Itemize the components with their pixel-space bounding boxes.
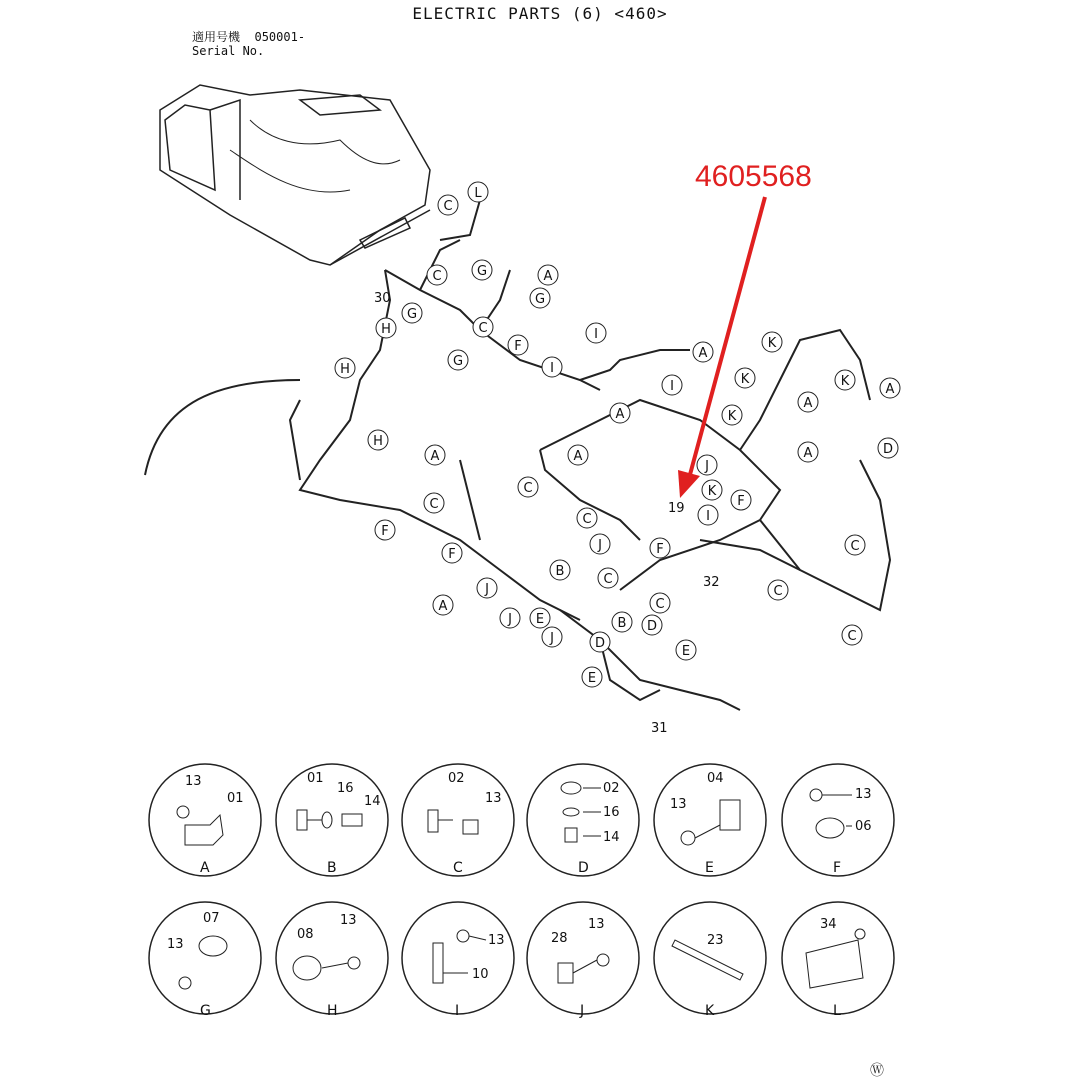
clip-circle	[472, 260, 492, 280]
svg-text:A: A	[803, 446, 813, 461]
svg-text:13: 13	[855, 787, 872, 802]
svg-text:E: E	[587, 671, 597, 686]
svg-text:K: K	[727, 409, 737, 424]
clip-circle	[500, 608, 520, 628]
svg-text:G: G	[200, 1003, 211, 1019]
serial-label-jp: 適用号機	[192, 30, 241, 44]
svg-text:13: 13	[670, 797, 687, 812]
svg-text:I: I	[706, 509, 710, 524]
detail-K	[654, 902, 766, 1019]
svg-text:23: 23	[707, 933, 724, 948]
svg-text:D: D	[646, 619, 658, 634]
svg-text:F: F	[381, 524, 389, 539]
svg-text:34: 34	[820, 917, 837, 932]
detail-J	[527, 902, 639, 1019]
svg-text:C: C	[429, 497, 439, 512]
svg-text:F: F	[656, 542, 664, 557]
svg-text:D: D	[882, 442, 894, 457]
clip-circle	[697, 455, 717, 475]
svg-text:14: 14	[364, 794, 381, 809]
svg-text:J: J	[508, 612, 512, 627]
svg-text:J: J	[485, 582, 489, 597]
clip-circle	[768, 580, 788, 600]
svg-text:C: C	[847, 629, 857, 644]
clip-circle	[376, 318, 396, 338]
detail-D	[527, 764, 639, 876]
clip-circle	[722, 405, 742, 425]
svg-text:D: D	[578, 860, 589, 876]
svg-text:F: F	[448, 547, 456, 562]
svg-text:C: C	[443, 199, 453, 214]
footer-mark: Ⓦ	[870, 1063, 884, 1079]
clip-circle	[518, 477, 538, 497]
svg-text:14: 14	[603, 830, 620, 845]
svg-text:H: H	[340, 362, 350, 377]
svg-text:13: 13	[588, 917, 605, 932]
clip-circle	[425, 445, 445, 465]
detail-letter: A	[200, 860, 210, 876]
clip-circle	[568, 445, 588, 465]
svg-text:G: G	[452, 354, 464, 369]
clip-circle	[577, 508, 597, 528]
clip-circle	[610, 403, 630, 423]
clip-circle	[735, 368, 755, 388]
svg-text:13: 13	[185, 774, 202, 789]
svg-text:C: C	[850, 539, 860, 554]
svg-text:16: 16	[337, 781, 354, 796]
svg-text:28: 28	[551, 931, 568, 946]
svg-text:I: I	[594, 327, 598, 342]
clip-circle	[693, 342, 713, 362]
svg-text:16: 16	[603, 805, 620, 820]
clip-circle	[530, 288, 550, 308]
svg-text:G: G	[406, 307, 418, 322]
excavator-outline	[160, 85, 430, 265]
detail-L	[782, 902, 894, 1019]
detail-B	[276, 764, 388, 876]
clip-circle	[582, 667, 602, 687]
svg-text:02: 02	[603, 781, 620, 796]
svg-text:B: B	[555, 564, 565, 579]
clip-circle	[508, 335, 528, 355]
svg-text:K: K	[767, 336, 777, 351]
clip-circle	[424, 493, 444, 513]
svg-text:J: J	[598, 538, 602, 553]
svg-text:E: E	[705, 860, 714, 876]
svg-text:I: I	[670, 379, 674, 394]
clip-circle	[676, 640, 696, 660]
svg-text:A: A	[438, 599, 448, 614]
svg-text:G: G	[534, 292, 546, 307]
svg-text:F: F	[737, 494, 745, 509]
clip-circle	[335, 358, 355, 378]
svg-text:C: C	[453, 860, 463, 876]
clip-circle	[702, 480, 722, 500]
item-19: 19	[668, 501, 685, 516]
svg-text:J: J	[705, 459, 709, 474]
svg-text:K: K	[705, 1003, 715, 1019]
svg-text:C: C	[478, 321, 488, 336]
clip-circle	[698, 505, 718, 525]
clip-circle	[845, 535, 865, 555]
clip-circle	[650, 593, 670, 613]
clip-circle	[542, 357, 562, 377]
svg-text:H: H	[381, 322, 391, 337]
clip-circle	[880, 378, 900, 398]
svg-text:A: A	[430, 449, 440, 464]
svg-text:D: D	[594, 636, 606, 651]
page-title: ELECTRIC PARTS (6) <460>	[412, 4, 668, 23]
svg-text:02: 02	[448, 771, 465, 786]
serial-value: 050001-	[254, 30, 306, 44]
svg-text:04: 04	[707, 771, 724, 786]
clip-circle	[477, 578, 497, 598]
clip-circle	[448, 350, 468, 370]
svg-text:E: E	[535, 612, 545, 627]
svg-text:A: A	[803, 396, 813, 411]
detail-I	[402, 902, 514, 1019]
part-number-callout: 4605568	[695, 160, 812, 193]
clip-circle	[762, 332, 782, 352]
item-32: 32	[703, 575, 720, 590]
callout-arrow	[678, 197, 765, 498]
clip-circle	[798, 392, 818, 412]
svg-text:J: J	[550, 631, 554, 646]
svg-text:C: C	[523, 481, 533, 496]
clip-circle	[433, 595, 453, 615]
serial-label-en: Serial No.	[192, 44, 265, 58]
svg-text:F: F	[514, 339, 522, 354]
detail-C	[402, 764, 514, 876]
clip-circle	[835, 370, 855, 390]
svg-text:B: B	[617, 616, 627, 631]
detail-H	[276, 902, 388, 1019]
clip-circle	[842, 625, 862, 645]
clip-circle	[590, 534, 610, 554]
detail-E	[654, 764, 766, 876]
svg-text:I: I	[550, 361, 554, 376]
clip-circle	[878, 438, 898, 458]
svg-text:A: A	[615, 407, 625, 422]
svg-text:C: C	[603, 572, 613, 587]
svg-text:A: A	[573, 449, 583, 464]
wire-harness	[145, 190, 890, 710]
svg-text:13: 13	[340, 913, 357, 928]
svg-text:06: 06	[855, 819, 872, 834]
clip-circle	[402, 303, 422, 323]
clip-circle	[798, 442, 818, 462]
clip-circle	[612, 612, 632, 632]
clip-circle	[662, 375, 682, 395]
clip-circle	[442, 543, 462, 563]
clip-circle	[473, 317, 493, 337]
clip-circle	[550, 560, 570, 580]
clip-circle	[590, 632, 610, 652]
svg-text:H: H	[373, 434, 383, 449]
clip-circle	[598, 568, 618, 588]
svg-text:F: F	[833, 860, 842, 876]
detail-A	[149, 764, 261, 876]
clip-circle	[650, 538, 670, 558]
svg-text:10: 10	[472, 967, 489, 982]
clip-circle	[375, 520, 395, 540]
svg-text:C: C	[773, 584, 783, 599]
svg-text:L: L	[833, 1003, 841, 1019]
clip-circle	[427, 265, 447, 285]
clip-circle	[586, 323, 606, 343]
clip-circle	[368, 430, 388, 450]
svg-text:L: L	[474, 186, 482, 201]
svg-text:13: 13	[167, 937, 184, 952]
clip-circle	[731, 490, 751, 510]
detail-F	[782, 764, 894, 876]
item-31: 31	[651, 721, 668, 736]
svg-text:01: 01	[307, 771, 324, 786]
svg-text:A: A	[885, 382, 895, 397]
svg-text:K: K	[840, 374, 850, 389]
svg-text:J: J	[580, 1003, 585, 1019]
svg-text:08: 08	[297, 927, 314, 942]
detail-views	[149, 764, 894, 1019]
svg-text:I: I	[455, 1003, 460, 1019]
svg-text:G: G	[476, 264, 488, 279]
svg-text:E: E	[681, 644, 691, 659]
item-numbers	[374, 291, 720, 736]
svg-text:13: 13	[485, 791, 502, 806]
svg-text:C: C	[655, 597, 665, 612]
svg-text:K: K	[707, 484, 717, 499]
detail-G	[149, 902, 261, 1019]
item-30: 30	[374, 291, 391, 306]
svg-text:A: A	[698, 346, 708, 361]
svg-text:01: 01	[227, 791, 244, 806]
harness-clip-labels	[335, 182, 900, 687]
svg-text:13: 13	[488, 933, 505, 948]
svg-text:C: C	[582, 512, 592, 527]
clip-circle	[468, 182, 488, 202]
clip-circle	[542, 627, 562, 647]
clip-circle	[438, 195, 458, 215]
svg-text:C: C	[432, 269, 442, 284]
clip-circle	[530, 608, 550, 628]
svg-text:K: K	[740, 372, 750, 387]
clip-circle	[642, 615, 662, 635]
clip-circle	[538, 265, 558, 285]
svg-text:A: A	[543, 269, 553, 284]
svg-text:B: B	[327, 860, 337, 876]
svg-text:H: H	[327, 1003, 338, 1019]
svg-text:07: 07	[203, 911, 220, 926]
